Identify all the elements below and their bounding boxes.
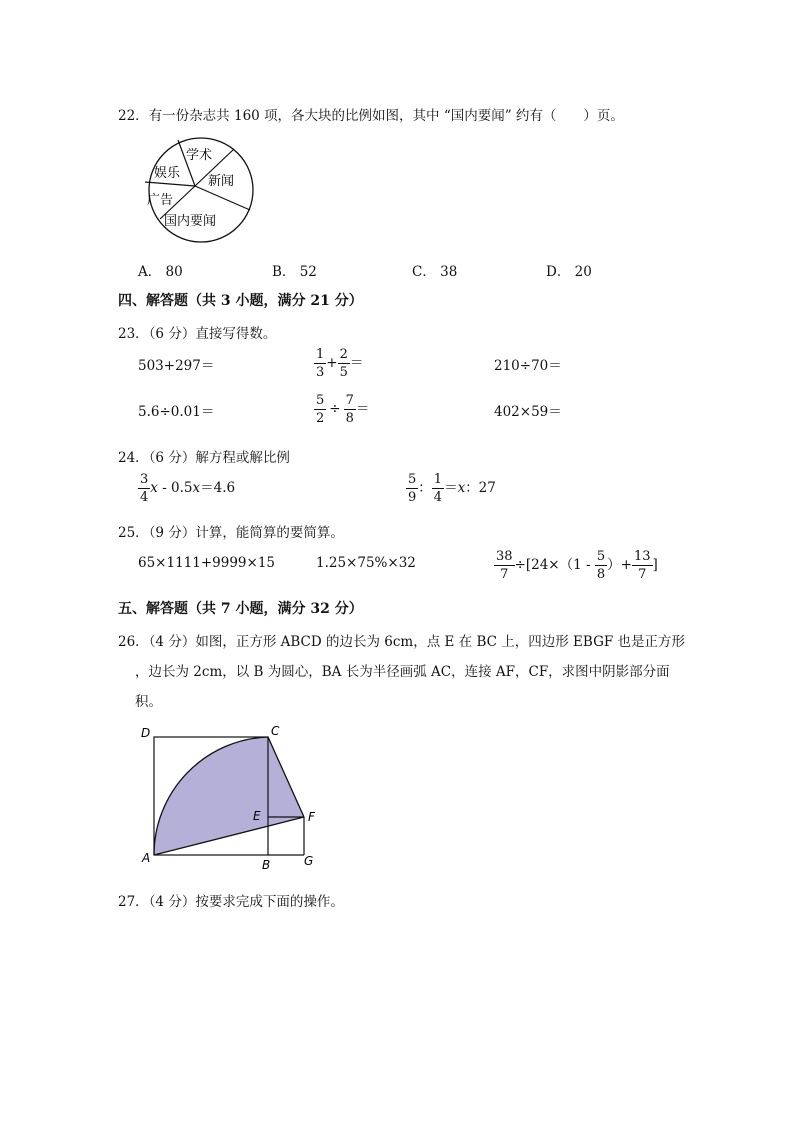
- q27-stem: [118, 890, 344, 910]
- label-g: G: [304, 854, 314, 868]
- label-e: E: [253, 809, 261, 823]
- label-a: A: [142, 851, 151, 865]
- option-value: 38: [440, 264, 458, 280]
- q22-text: 有一份杂志共 160 项，各大块的比例如图，其中 “国内要闻” 约有（ ）页。: [148, 108, 624, 124]
- q23-item-f: 402×59＝: [494, 404, 562, 420]
- option-value: 52: [299, 264, 317, 280]
- shaded-region: [154, 737, 304, 855]
- q25-expression-3: $\frac{38}{7}$ ÷[24×（1 - $\frac{5}{8}$ ）+ $\frac{13}{7}$ ]: [496, 549, 658, 582]
- label-f: F: [308, 810, 315, 824]
- section5-title: 五、解答题（共 7 小题，满分 32 分）: [118, 601, 363, 617]
- label-c: C: [271, 724, 280, 738]
- pie-label-entertainment: 娱乐: [154, 166, 181, 181]
- q24-text: 解方程或解比例: [195, 450, 290, 466]
- q27-points: （4 分）: [148, 894, 196, 910]
- q22-option-c: [412, 260, 457, 280]
- option-key: B．: [272, 264, 296, 280]
- q24-equation-1: $\frac{3}{4}$ x - 0.5x＝4.6: [140, 472, 236, 505]
- q24-number: 24．: [118, 450, 149, 466]
- q26-line-1: [118, 630, 685, 650]
- q23-text: 直接写得数。: [195, 326, 277, 342]
- q22-pie-chart: [140, 130, 260, 248]
- q25-expression-1: 65×1111+9999×15: [138, 555, 276, 571]
- pie-label-ads: 广告: [147, 193, 174, 208]
- q25-number: 25．: [118, 525, 149, 541]
- q23-number: 23．: [118, 326, 149, 342]
- section4-title: 四、解答题（共 3 小题，满分 21 分）: [118, 293, 363, 309]
- q22-option-d: [546, 260, 592, 280]
- pie-label-news: 新闻: [208, 174, 235, 189]
- pie-label-academic: 学术: [186, 148, 213, 163]
- q25-text: 计算，能简算的要简算。: [195, 525, 344, 541]
- q22-option-a: [138, 260, 183, 280]
- option-key: C．: [412, 264, 436, 280]
- q26-line-2: ，边长为 2cm，以 B 为圆心，BA 长为半径画弧 AC，连接 AF，CF，求图中阴影部分面: [135, 664, 670, 680]
- q23-item-d: 5.6÷0.01＝: [138, 404, 215, 420]
- q25-expression-2: 1.25×75%×32: [316, 555, 416, 571]
- q24-equation-2: $\frac{5}{9}$ ： $\frac{1}{4}$ ＝x：27: [408, 472, 496, 505]
- option-value: 80: [165, 264, 183, 280]
- q23-points: （6 分）: [148, 326, 196, 342]
- q23-item-b: $\frac{1}{3}$ + $\frac{2}{5}$ ＝: [316, 347, 364, 380]
- q27-text: 按要求完成下面的操作。: [195, 894, 344, 910]
- q24-points: （6 分）: [148, 450, 196, 466]
- q23-item-a: 503+297＝: [138, 358, 215, 374]
- q22-stem: [118, 104, 624, 124]
- q23-item-e: $\frac{5}{2}$ ÷ $\frac{7}{8}$ ＝: [316, 393, 370, 426]
- q25-points: （9 分）: [148, 525, 196, 541]
- label-d: D: [141, 726, 151, 740]
- option-key: A．: [138, 264, 162, 280]
- q26-geometry-figure: [136, 720, 326, 875]
- q22-option-b: [272, 260, 317, 280]
- q26-points: （4 分）: [148, 634, 196, 650]
- q26-line-3: 积。: [135, 694, 162, 710]
- option-key: D．: [546, 264, 571, 280]
- q26-text-1: 如图，正方形 ABCD 的边长为 6cm，点 E 在 BC 上，四边形 EBGF 也是正方形: [195, 634, 686, 650]
- q25-stem: [118, 521, 344, 541]
- label-b: B: [262, 858, 271, 872]
- pie-label-domestic-news: 国内要闻: [164, 214, 217, 229]
- q22-number: 22．: [118, 108, 149, 124]
- q23-item-c: 210÷70＝: [494, 358, 562, 374]
- q27-number: 27．: [118, 894, 149, 910]
- q24-stem: [118, 446, 290, 466]
- q26-number: 26．: [118, 634, 149, 650]
- q23-stem: [118, 322, 276, 342]
- option-value: 20: [574, 264, 592, 280]
